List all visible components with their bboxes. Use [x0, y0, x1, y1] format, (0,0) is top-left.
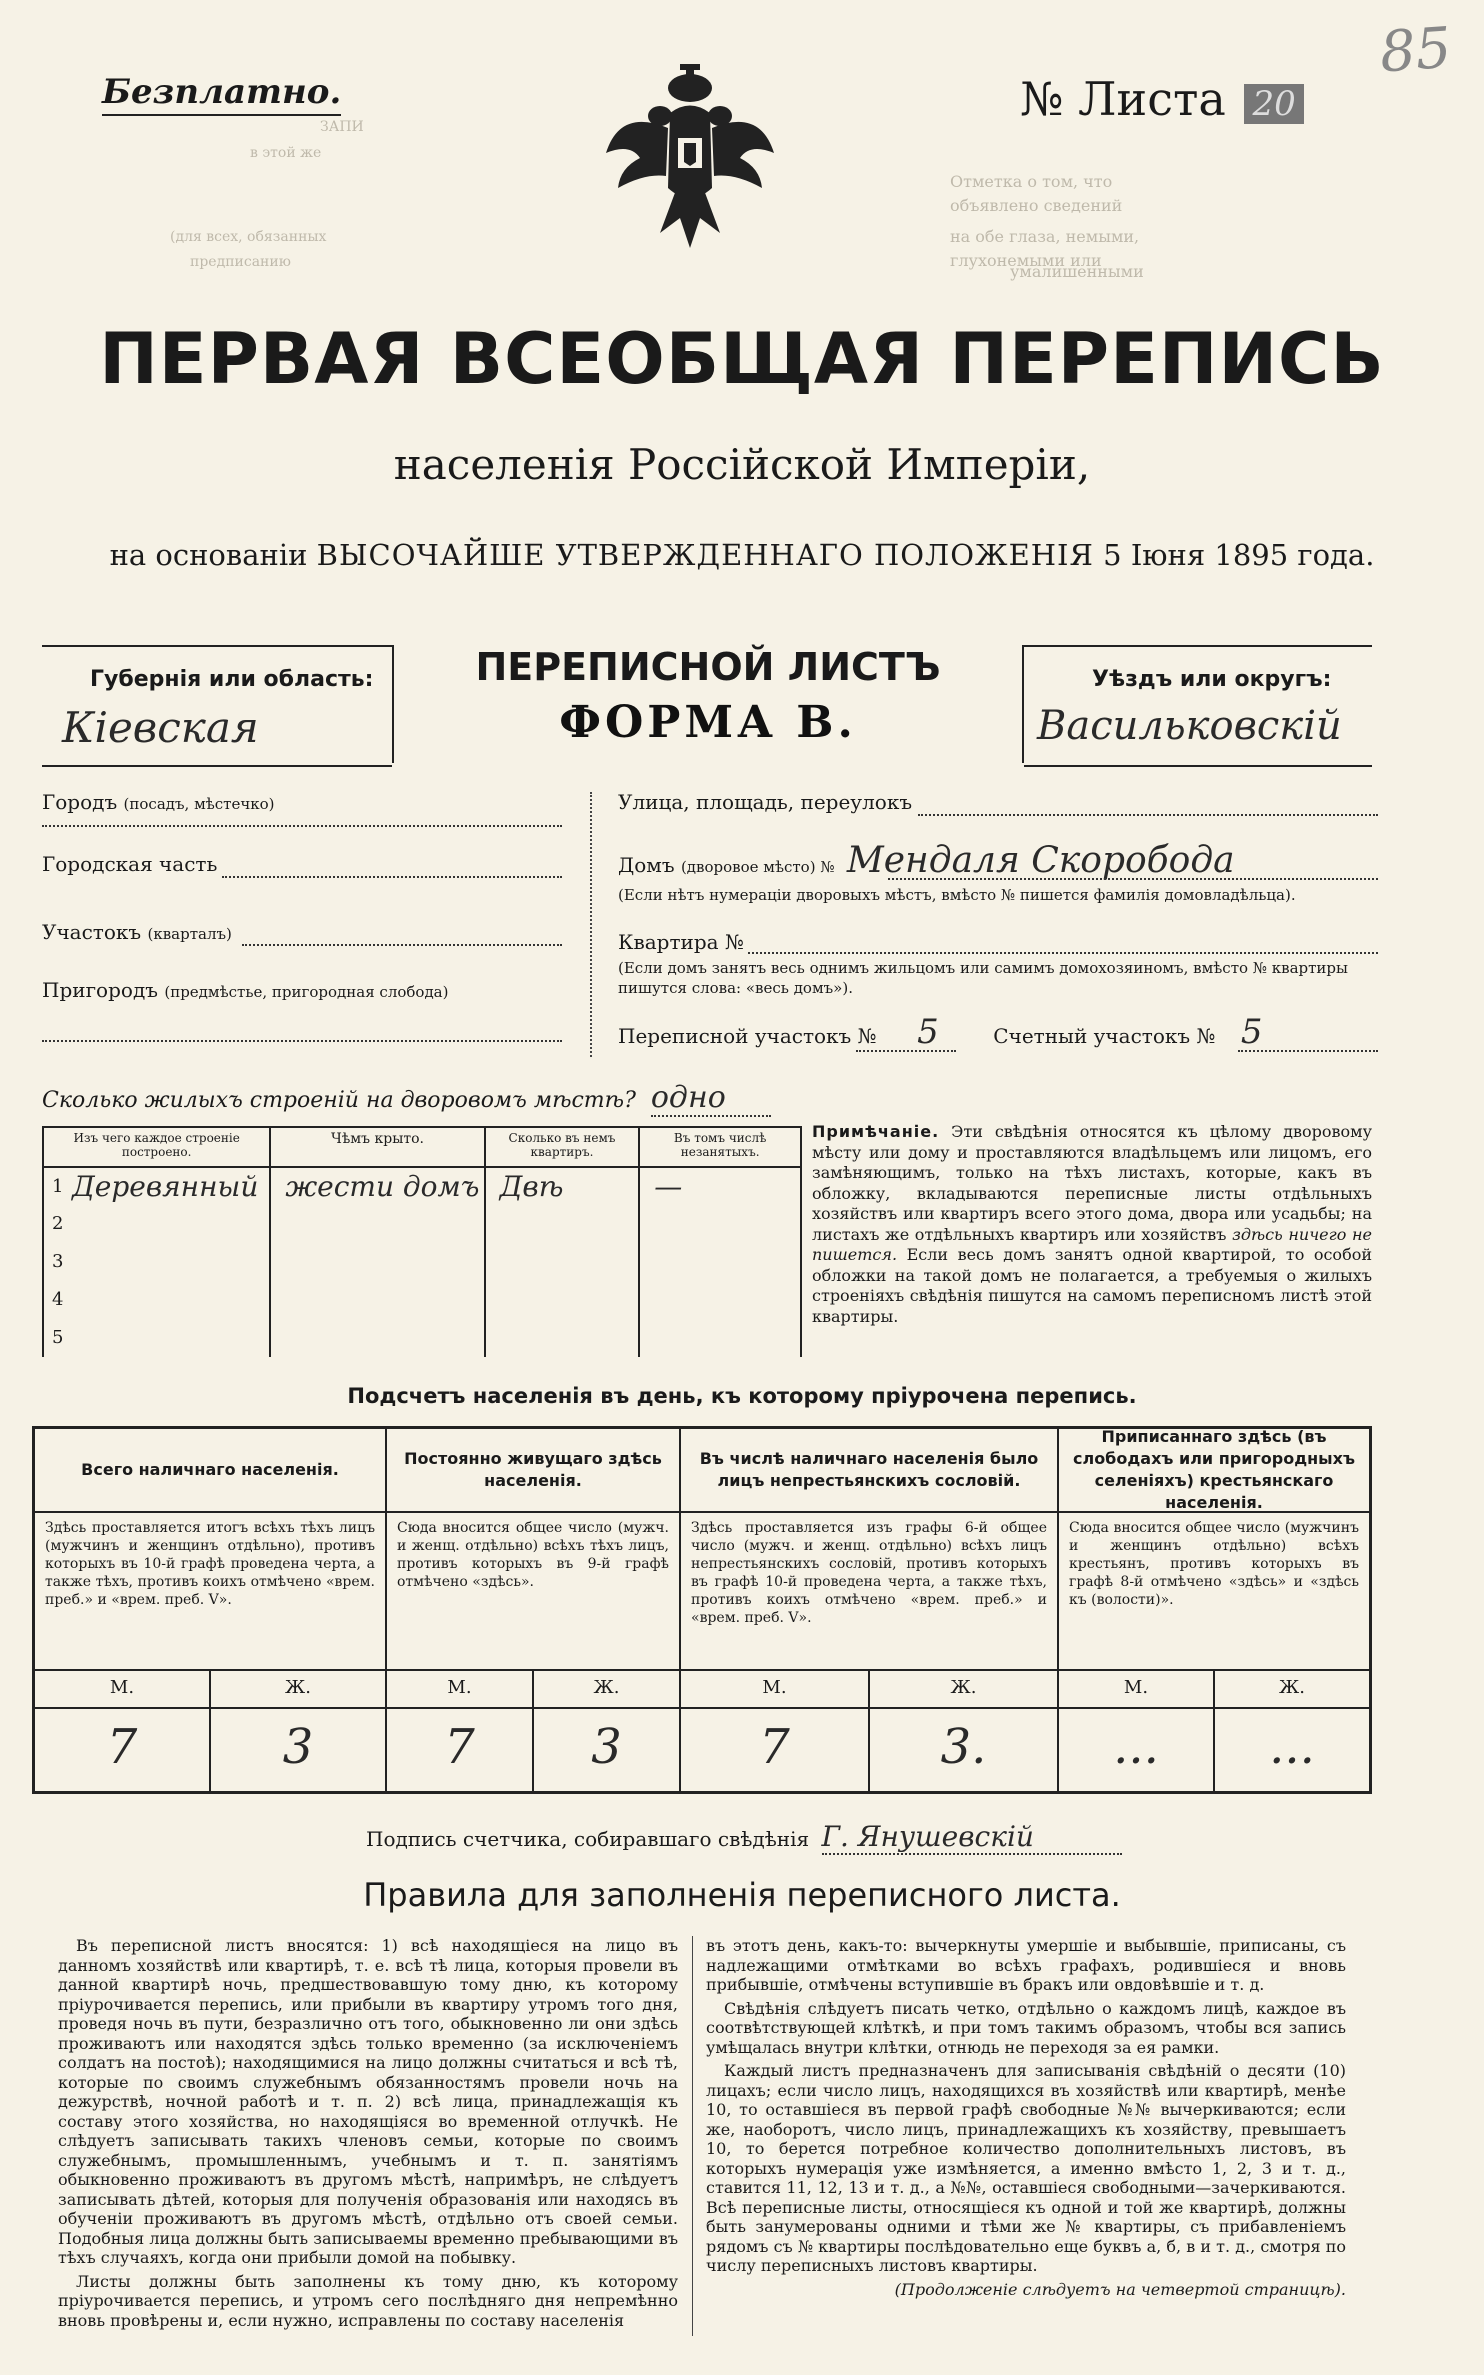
count-district-value: 5 [1240, 1012, 1263, 1052]
gubernia-label: Губернія или область: [90, 667, 374, 692]
street-label: Улица, площадь, переулокъ [618, 790, 913, 814]
rules-paragraph: въ этотъ день, какъ-то: вычеркнуты умершіе и выбывшіе, приписаны, съ надлежащими отмѣтками во всѣхъ графахъ, родившіеся и вновь прибывшіе, отмѣчены вступившіе въ бракъ или овдовѣвшіе и т. д. [706, 1936, 1346, 1994]
male-label: М. [387, 1671, 534, 1707]
census-district-label: Переписной участокъ № [618, 1024, 877, 1048]
city-part-label: Городская часть [42, 852, 218, 876]
buildings-cell-apartments[interactable] [485, 1243, 640, 1281]
buildings-value: жести домъ [285, 1170, 480, 1203]
house-field[interactable] [888, 878, 1378, 880]
city-label: Городъ [42, 790, 118, 814]
buildings-cell-apartments[interactable] [485, 1205, 640, 1243]
buildings-question-label: Сколько жилыхъ строеній на дворовомъ мѣстѣ? [42, 1088, 636, 1113]
buildings-header: Изъ чего каждое строеніе построено. [43, 1127, 270, 1167]
note-title: Примѣчаніе. [812, 1122, 940, 1141]
buildings-cell-material[interactable] [43, 1205, 270, 1243]
sub-title: населенія Россійской Имперіи, [393, 440, 1091, 489]
note-text-2: Если весь домъ занятъ одной квартирой, то особой обложки на такой домъ не полагается, а требуемыя о жилыхъ строеніяхъ свѣдѣнія пишутся на самомъ переписномъ листѣ этой квартиры. [812, 1245, 1372, 1326]
buildings-value: Деревянный [72, 1170, 259, 1203]
buildings-cell-vacant[interactable] [639, 1243, 801, 1281]
male-count[interactable]: 7 [387, 1707, 534, 1791]
buildings-cell-vacant[interactable] [639, 1167, 801, 1205]
buildings-cell-apartments[interactable] [485, 1281, 640, 1319]
buildings-header: Чѣмъ крыто. [270, 1127, 484, 1167]
population-column [1059, 1429, 1369, 1791]
buildings-cell-roof[interactable] [270, 1319, 484, 1357]
buildings-header: Сколько въ немъ квартиръ. [485, 1127, 640, 1167]
signature-line [366, 1820, 1122, 1855]
suburb-field[interactable] [42, 1040, 562, 1042]
population-column-desc: Сюда вносится общее число (мужчинъ и женщинъ отдѣльно) всѣхъ крестьянъ, противъ которыхъ въ графѣ 8-й отмѣчено «здѣсь» и «здѣсь къ (волости)». [1069, 1520, 1359, 1608]
buildings-cell-vacant[interactable] [639, 1281, 801, 1319]
population-column-head: Приписаннаго здѣсь (въ слободахъ или пригородныхъ селеніяхъ) крестьянскаго населенія. [1059, 1429, 1369, 1513]
count-district-label: Счетный участокъ № [993, 1024, 1216, 1048]
bleed-line: Отметка о том, что объявлено сведений [950, 172, 1123, 215]
male-label: М. [1059, 1671, 1215, 1707]
signature-value[interactable]: Г. Янушевскій [822, 1820, 1122, 1855]
buildings-cell-material[interactable] [43, 1319, 270, 1357]
rules-paragraph: Свѣдѣнія слѣдуетъ писать четко, отдѣльно о каждомъ лицѣ, каждое въ соотвѣтствующей клѣткѣ, и при томъ такимъ образомъ, чтобы вся запись умѣщалась внутри клѣтки, отнюдь не переходя за ея рамки. [706, 1998, 1346, 2057]
buildings-value: Двѣ [499, 1170, 564, 1203]
female-label: Ж. [593, 1677, 620, 1698]
district-field[interactable] [242, 944, 562, 946]
row-number: 3 [52, 1251, 64, 1272]
sheet-number [1020, 72, 1304, 126]
buildings-header: Въ томъ числѣ незанятыхъ. [639, 1127, 801, 1167]
basis-prefix: на основаніи [109, 538, 308, 572]
row-number: 2 [52, 1213, 64, 1234]
buildings-value: — [654, 1170, 683, 1203]
buildings-cell-apartments[interactable] [485, 1167, 640, 1205]
buildings-note [812, 1122, 1372, 1327]
house-note: (дворовое мѣсто) № [680, 858, 835, 876]
rules-left-column [58, 1936, 678, 2334]
sheet-number-value: 20 [1244, 84, 1303, 124]
bleed-line: (для всех, обязанных [170, 229, 327, 245]
bleed-line: на обе глаза, немыми, глухонемыми или [950, 227, 1140, 270]
population-column [681, 1429, 1059, 1791]
basis-caps: ВЫСОЧАЙШЕ УТВЕРЖДЕННАГО ПОЛОЖЕНІЯ [316, 538, 1094, 572]
male-count[interactable]: ... [1059, 1707, 1215, 1791]
row-number: 5 [52, 1327, 64, 1348]
buildings-cell-roof[interactable] [270, 1243, 484, 1281]
address-divider [590, 792, 592, 1057]
buildings-question [42, 1080, 771, 1117]
population-column [387, 1429, 681, 1791]
female-count[interactable]: 3. [940, 1719, 987, 1775]
uezd-label: Уѣздъ или округъ: [1092, 667, 1332, 692]
population-column-desc: Здѣсь проставляется изъ графы 6-й общее число (мужч. и женщ. отдѣльно) всѣхъ лицъ непрестьянскихъ сословій, противъ которыхъ въ графѣ 10-й проведена черта, а также тѣхъ, противъ коихъ отмѣчено «врем. преб.» и «врем. преб. V». [691, 1520, 1047, 1626]
count-district-field[interactable] [1238, 1050, 1378, 1052]
city-field[interactable] [42, 825, 562, 827]
population-table [32, 1426, 1372, 1794]
female-label: Ж. [1279, 1677, 1305, 1698]
census-district-field[interactable] [856, 1050, 956, 1052]
buildings-row [43, 1281, 801, 1319]
rules-title: Правила для заполненія переписного листа. [363, 1876, 1121, 1914]
apartment-label: Квартира № [618, 930, 744, 954]
population-column-head: Въ числѣ наличнаго населенія было лицъ непрестьянскихъ сословій. [681, 1429, 1057, 1513]
list-title: ПЕРЕПИСНОЙ ЛИСТЪ [475, 645, 941, 689]
buildings-cell-vacant[interactable] [639, 1319, 801, 1357]
buildings-cell-roof[interactable] [270, 1167, 484, 1205]
male-count[interactable]: 7 [35, 1707, 211, 1791]
form-header-box [42, 645, 1372, 763]
population-column-desc: Здѣсь проставляется итогъ всѣхъ тѣхъ лицъ (мужчинъ и женщинъ отдѣльно), противъ которыхъ въ 10-й графѣ проведена черта, а также тѣхъ, противъ коихъ отмѣчено «врем. преб.» и «врем. преб. V». [45, 1520, 375, 1608]
main-title: ПЕРВАЯ ВСЕОБЩАЯ ПЕРЕПИСЬ [99, 318, 1385, 400]
row-number: 1 [52, 1176, 64, 1197]
bleed-line: ЗАПИ [320, 119, 364, 135]
buildings-cell-roof[interactable] [270, 1205, 484, 1243]
district-label: Участокъ [42, 920, 142, 944]
bleed-line: умалишенными [1010, 262, 1144, 281]
note-italic: здѣсь ничего не пишется. [812, 1224, 1372, 1264]
population-column-desc: Сюда вносится общее число (мужч. и женщ. отдѣльно) всѣхъ тѣхъ лицъ, противъ которыхъ въ 9-й графѣ отмѣчено «здѣсь». [397, 1520, 669, 1590]
basis-line [0, 538, 1484, 572]
buildings-header-row [43, 1127, 801, 1167]
population-column-head: Всего наличнаго населенія. [35, 1429, 385, 1513]
archive-number: 85 [1377, 15, 1454, 86]
rules-paragraph: Каждый листъ предназначенъ для записыванія свѣдѣній о десяти (10) лицахъ; если число лицъ, находящихся въ хозяйствѣ или квартирѣ, менѣе 10, то оставшіеся въ первой графѣ свободные №№ вычеркиваются; если же, наоборотъ, число лицъ, принадлежащихъ къ хозяйству, превышаетъ 10, то берется потребное количество дополнительныхъ листовъ, въ которыхъ нумерація уже измѣняется, а именно вмѣсто 1, 2, 3 и т. д., ставится 11, 12, 13 и т. д., а №№, оставшіеся свободными—зачеркиваются. Всѣ переписные листы, относящіеся къ одной и той же квартирѣ, должны быть занумерованы одними и тѣми же № квартиры, съ прибавленіемъ рядомъ съ № квартиры послѣдовательно еще буквъ а, б, в и т. д., смотря по числу переписныхъ листовъ квартиры. [706, 2061, 1346, 2275]
male-count[interactable]: 7 [681, 1707, 870, 1791]
suburb-label: Пригородъ [42, 978, 158, 1002]
buildings-row [43, 1205, 801, 1243]
note-text: Эти свѣдѣнія относятся къ цѣлому дворовому мѣсту или дому и проставляются владѣльцемъ или лицомъ, его замѣняющимъ, только на тѣхъ листахъ, которые, какъ въ обложку, вкладываются переписные листы отдѣльныхъ хозяйствъ или квартиръ всего этого дома, двора или усадьбы; на листахъ же отдѣльныхъ квартиръ или хозяйствъ [812, 1122, 1372, 1244]
basis-suffix: 5 Іюня 1895 года. [1103, 538, 1375, 572]
female-count[interactable]: 3 [282, 1719, 314, 1775]
form-title: ФОРМА В. [559, 697, 857, 748]
bleed-line: предписанию [190, 254, 291, 270]
buildings-cell-material[interactable] [43, 1243, 270, 1281]
house-value: Мендаля Скоробода [846, 840, 1235, 881]
buildings-table [42, 1126, 802, 1357]
buildings-row [43, 1243, 801, 1281]
female-count[interactable]: 3 [591, 1719, 622, 1775]
sheet-number-label: № Листа [1020, 72, 1226, 126]
population-column-head: Постоянно живущаго здѣсь населенія. [387, 1429, 679, 1513]
uezd-value: Васильковскій [1037, 703, 1342, 749]
buildings-cell-roof[interactable] [270, 1281, 484, 1319]
census-district-value: 5 [917, 1012, 939, 1052]
house-label: Домъ [618, 853, 675, 877]
row-number: 4 [52, 1289, 64, 1310]
population-title: Подсчетъ населенія въ день, къ которому пріурочена перепись. [347, 1384, 1137, 1408]
rules-paragraph: Листы должны быть заполнены къ тому дню, къ которому пріурочивается перепись, и утромъ сего послѣдняго дня непремѣнно вновь провѣрены и, если нужно, исправлены по составу населенія [58, 2271, 678, 2330]
buildings-cell-apartments[interactable] [485, 1319, 640, 1357]
female-label: Ж. [950, 1677, 977, 1698]
rules-divider [692, 1936, 693, 2336]
free-label: Безплатно. [102, 72, 341, 116]
buildings-cell-material[interactable] [43, 1167, 270, 1205]
imperial-eagle-emblem [600, 58, 780, 258]
signature-label: Подпись счетчика, собиравшаго свѣдѣнія [366, 1827, 810, 1851]
apartment-hint: (Если домъ занятъ весь однимъ жильцомъ или самимъ домохозяиномъ, вмѣсто № квартиры пишутся слова: «весь домъ»). [618, 959, 1348, 997]
male-label: М. [681, 1671, 870, 1707]
rules-paragraph: Въ переписной листъ вносятся: 1) всѣ находящіеся на лицо въ данномъ хозяйствѣ или квартирѣ, т. е. всѣ тѣ лица, которыя провели въ данной квартирѣ ночь, предшествовавшую тому дню, къ которому пріурочивается перепись, или прибыли въ квартиру утромъ того дня, проведя ночь въ пути, безразлично отъ того, обыкновенно ли они здѣсь проживаютъ или находятся здѣсь только временно (за исключеніемъ солдатъ на постоѣ); находящимися на лицо должны считаться и всѣ тѣ, которые по своимъ служебнымъ обязанностямъ провели ночь на дежурствѣ, ночной работѣ и т. п. 2) всѣ лица, принадлежащія къ составу этого хозяйства, но находящіяся во временной отлучкѣ. Не слѣдуетъ записывать такихъ членовъ семьи, которые по своимъ служебнымъ, промышленнымъ, учебнымъ и т. п. занятіямъ обыкновенно проживаютъ въ другомъ мѣстѣ, напримѣръ, не слѣдуетъ записывать дѣтей, которыя для полученія образованія или находясь въ обученіи проживаютъ въ другомъ мѣстѣ, отдѣльно отъ своей семьи. Подобныя лица должны быть записываемы временно пребывающими въ тѣхъ случаяхъ, когда они прибыли домой на побывку. [58, 1936, 678, 2267]
suburb-note: (предмѣстье, пригородная слобода) [164, 983, 449, 1001]
buildings-row [43, 1167, 801, 1205]
buildings-cell-material[interactable] [43, 1281, 270, 1319]
buildings-cell-vacant[interactable] [639, 1205, 801, 1243]
house-hint: (Если нѣтъ нумераціи дворовыхъ мѣстъ, вмѣсто № пишется фамилія домовладѣльца). [618, 886, 1296, 904]
gubernia-value: Кіевская [62, 703, 259, 752]
population-column [35, 1429, 387, 1791]
female-label: Ж. [285, 1677, 311, 1698]
buildings-answer: одно [651, 1080, 771, 1117]
bleed-line: в этой же [250, 145, 322, 161]
district-note: (кварталъ) [147, 925, 232, 943]
male-label: М. [35, 1671, 211, 1707]
city-part-field[interactable] [222, 876, 562, 878]
apartment-field[interactable] [748, 952, 1378, 954]
buildings-row [43, 1319, 801, 1357]
street-field[interactable] [918, 814, 1378, 816]
rules-continued: (Продолженіе слѣдуетъ на четвертой страницѣ). [894, 2279, 1346, 2299]
rules-right-column [706, 1936, 1346, 2303]
female-count[interactable]: ... [1269, 1719, 1315, 1775]
city-note: (посадъ, мѣстечко) [123, 795, 275, 813]
